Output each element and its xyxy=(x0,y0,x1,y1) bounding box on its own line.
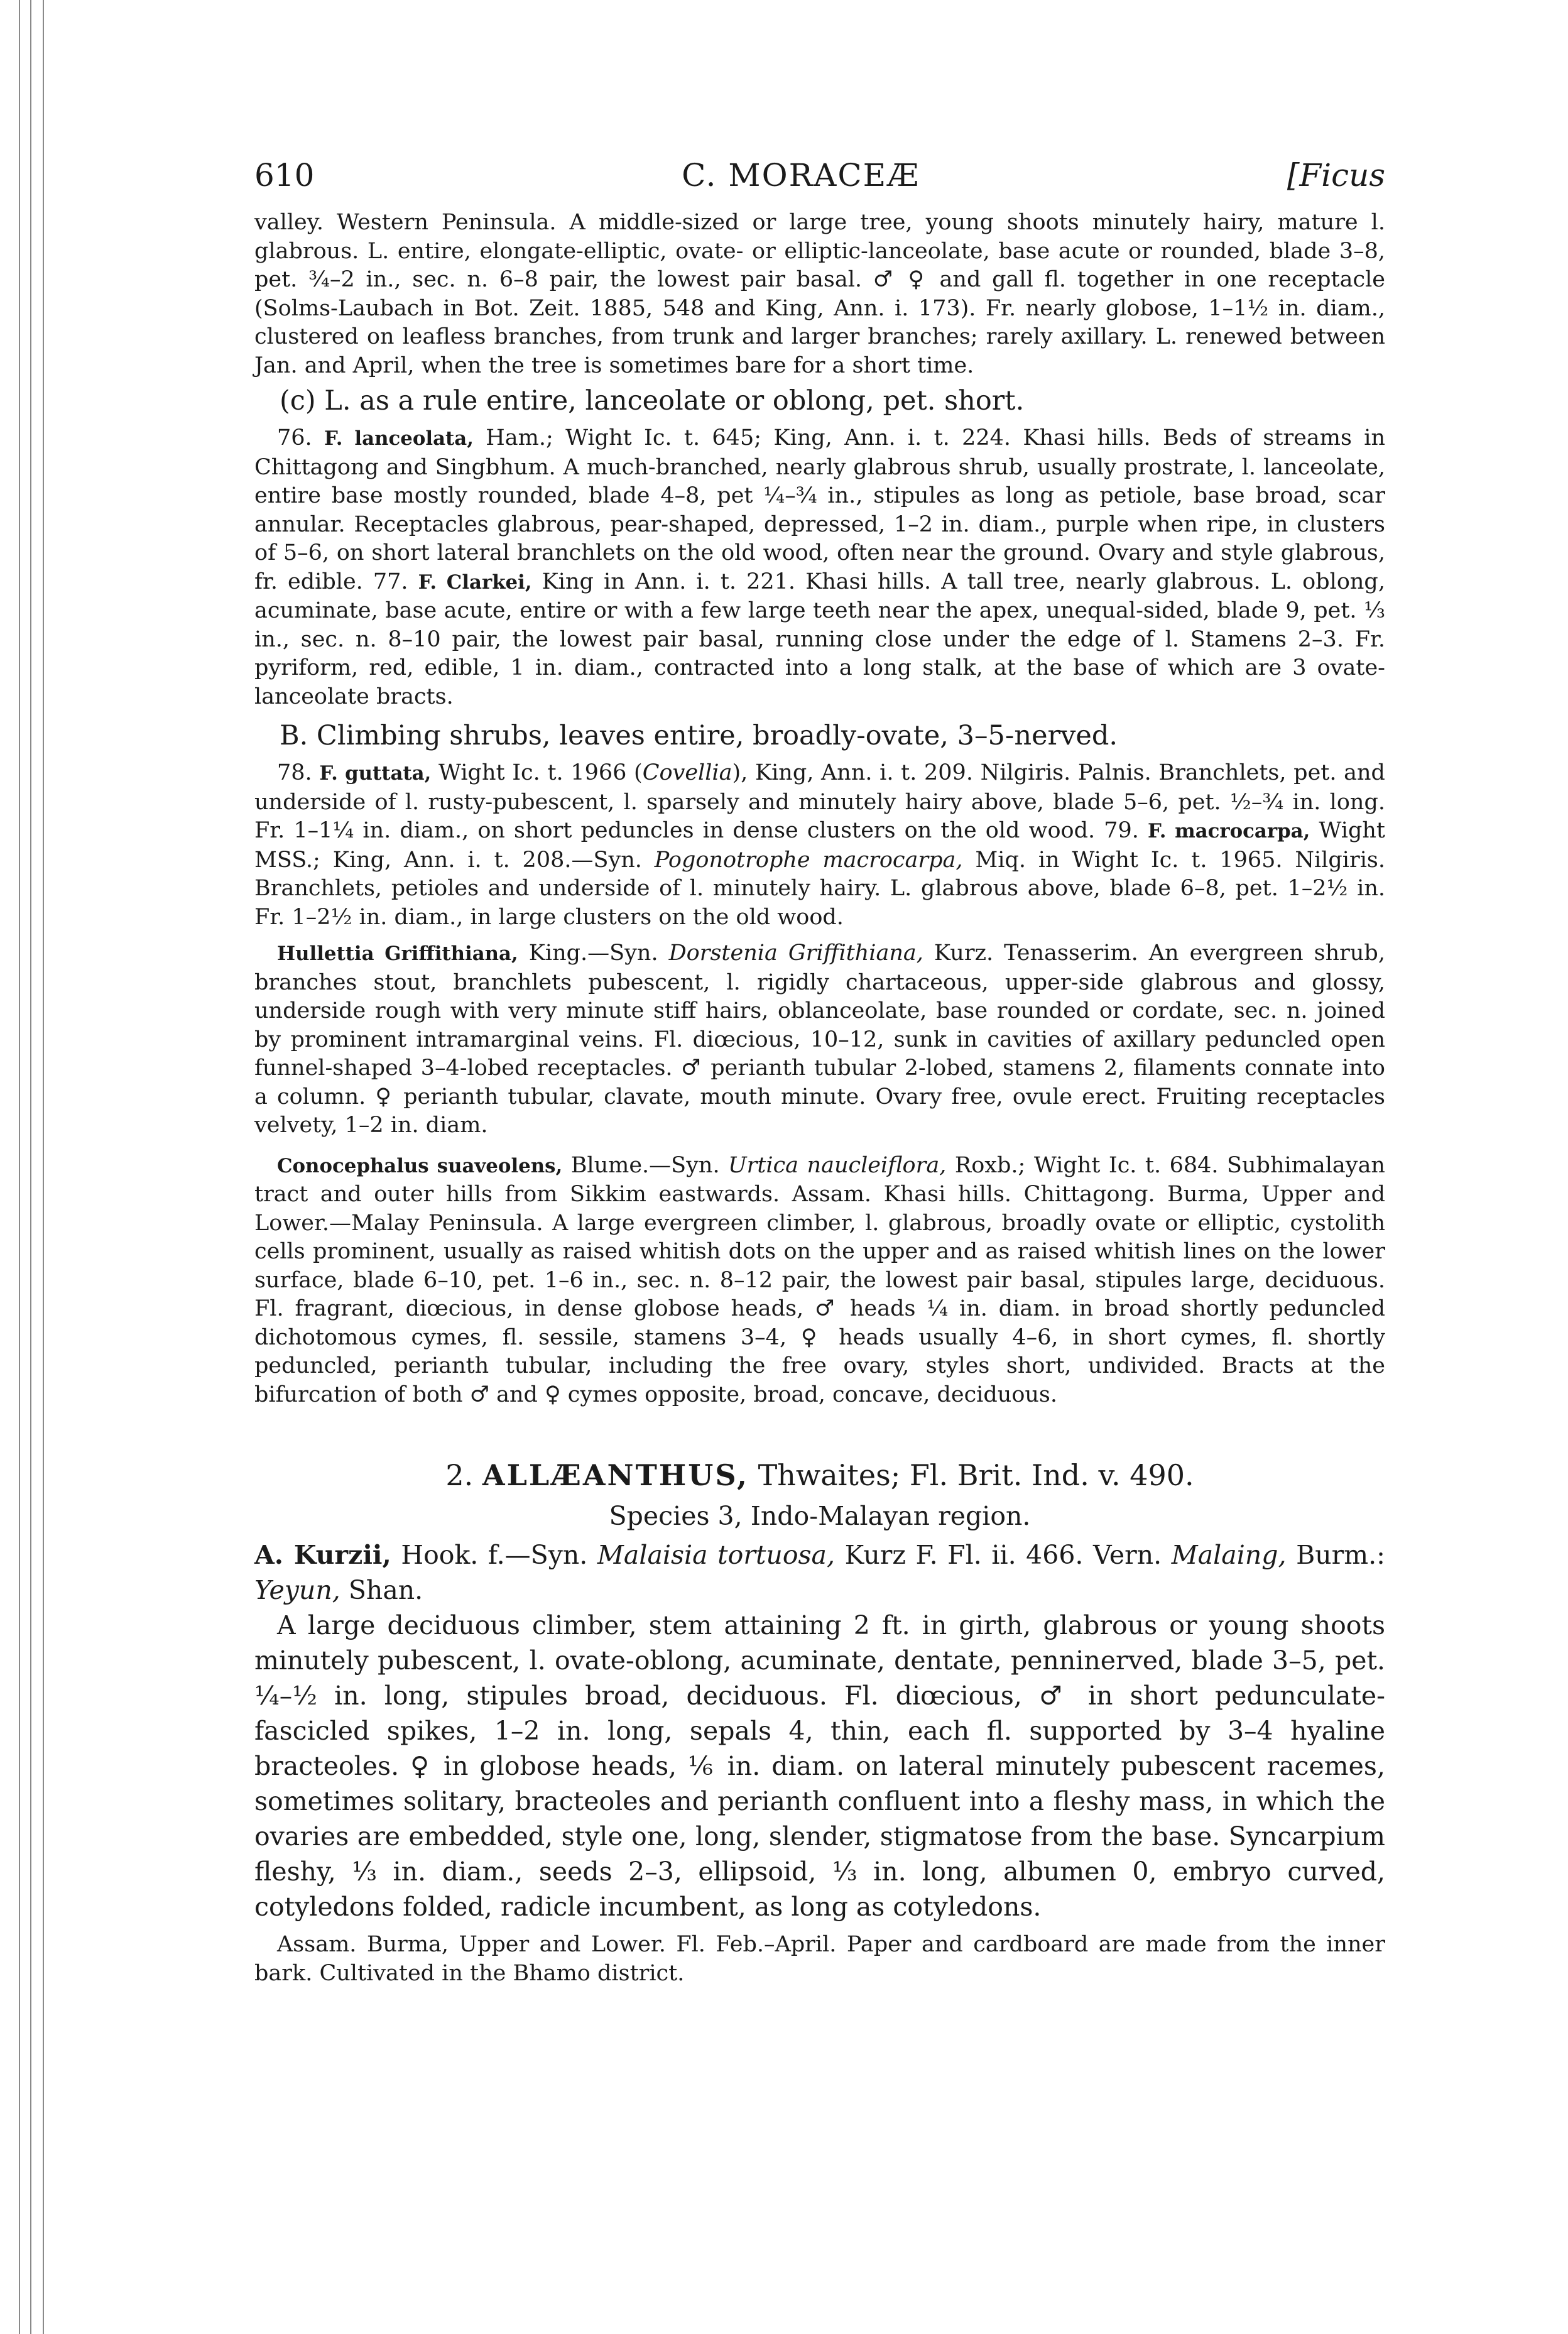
binding-line xyxy=(19,0,20,2334)
species-entry-78-79 xyxy=(254,759,1385,932)
running-header xyxy=(254,157,1385,194)
synonym: Dorstenia Griffithiana, xyxy=(668,941,923,966)
page-number: 610 xyxy=(254,157,315,194)
entry-text: Kurz. Tenasserim. An evergreen shrub, branches stout, branchlets pubescent, l. rigidly chartaceous, upper-side glabrous and glossy, underside rough with very minute stiff hairs, oblanceolate, base rounded or cordate, sec. n. joined by prominent intramarginal veins. Fl. diœcious, 10–12, sunk in cavities of axillary peduncled open funnel-shaped 3–4-lobed receptacles. ♂ perianth tubular 2-lobed, stamens 2, filaments connate into a column. ♀ perianth tubular, clavate, mouth minute. Ovary free, ovule erect. Fruiting receptacles velvety, 1–2 in. diam. xyxy=(254,941,1385,1138)
entry-text: King in Ann. i. t. 221. Khasi hills. A tall tree, nearly glabrous. L. oblong, acuminate, base acute, entire or with a few large teeth near the apex, unequal-sided, blade 9, pet. ⅓ in., sec. n. 8–10 pair, the lowest pair basal, running close under the edge of l. Stamens 2–3. Fr. pyriform, red, edible, 1 in. diam., contracted into a long stalk, at the base of which are 3 ovate-lanceolate bracts. xyxy=(254,569,1385,709)
synonym: Malaisia tortuosa, xyxy=(597,1540,836,1570)
entry-number: 76. xyxy=(277,425,312,450)
synonym: Urtica naucleiflora, xyxy=(728,1152,947,1178)
species-entry-76-77 xyxy=(254,424,1385,711)
section-heading-c: (c) L. as a rule entire, lanceolate or oblong, pet. short. xyxy=(280,385,1025,417)
entry-text: Ham.; Wight Ic. t. 645; King, Ann. i. t. 224. Khasi hills. Beds of streams in Chittagong and Singbhum. A much-branched, nearly glabrous shrub, usually prostrate, l. lanceolate, entire base mostly rounded, blade 4–8, pet ¼–¾ in., stipules as long as petiole, base broad, scar annular. Receptacles glabrous, pear-shaped, depressed, 1–2 in. diam., purple when ripe, in clusters of 5–6, on short lateral branchlets on the old wood, often near the ground. Ovary and style glabrous, fr. edible. 77. xyxy=(254,425,1385,594)
binding-line xyxy=(30,0,31,2334)
species-name: Conocephalus suaveolens, xyxy=(277,1154,563,1177)
vernacular-name: Malaing, xyxy=(1171,1540,1287,1570)
entry-text: Wight MSS.; King, Ann. i. t. 208.—Syn. xyxy=(254,818,1385,873)
species-name: A. Kurzii, xyxy=(254,1540,391,1570)
section-heading-b: B. Climbing shrubs, leaves entire, broadly-ovate, 3–5-nerved. xyxy=(280,720,1118,751)
species-name: F. guttata, xyxy=(319,762,432,785)
synonym: Covellia xyxy=(642,760,732,785)
genus-number: 2. xyxy=(445,1458,474,1492)
entry-text: King.—Syn. xyxy=(528,941,658,966)
entry-text: Miq. in Wight Ic. t. 1965. Nilgiris. Branchlets, petioles and underside of l. minutely hairy. L. glabrous above, blade 6–8, pet. 1–2½ in. Fr. 1–2½ in. diam., in large clusters on the old wood. xyxy=(254,847,1385,930)
species-name: F. macrocarpa, xyxy=(1147,820,1310,843)
species-name: F. lanceolata, xyxy=(324,427,474,450)
entry-number: 78. xyxy=(277,760,312,785)
species-name: F. Clarkei, xyxy=(418,570,532,594)
entry-text: ), King, Ann. i. t. 209. Nilgiris. Palnis. Branchlets, pet. and underside of l. rusty-pubescent, l. sparsely and minutely hairy above, blade 5–6, pet. ½–¾ in. long. Fr. 1–1¼ in. diam., on short peduncles in dense clusters on the old wood. 79. xyxy=(254,760,1385,843)
header-genus: [Ficus xyxy=(1287,157,1385,194)
running-title: C. MORACEÆ xyxy=(682,157,920,194)
entry-text: Wight Ic. t. 1966 ( xyxy=(438,760,643,785)
entry-text: Burm.: xyxy=(1296,1540,1385,1570)
genus-name: ALLÆANTHUS, xyxy=(482,1458,749,1492)
synonym: Pogonotrophe macrocarpa, xyxy=(654,847,963,873)
genus-authority: Thwaites; Fl. Brit. Ind. v. 490. xyxy=(758,1458,1194,1492)
species-description: A large deciduous climber, stem attaining 2 ft. in girth, glabrous or young shoots minutely pubescent, l. ovate-oblong, acuminate, dentate, penninerved, blade 3–5, pet. ¼–½ in. long, stipules broad, deciduous. Fl. diœcious, ♂ in short pedunculate-fascicled spikes, 1–2 in. long, sepals 4, thin, each fl. supported by 3–4 hyaline bracteoles. ♀ in globose heads, ⅙ in. diam. on lateral minutely pubescent racemes, sometimes solitary, bracteoles and perianth confluent into a fleshy mass, in which the ovaries are embedded, style one, long, slender, stigmatose from the base. Syncarpium fleshy, ⅓ in. diam., seeds 2–3, ellipsoid, ⅓ in. long, albumen 0, embryo curved, cotyledons folded, radicle incumbent, as long as cotyledons. xyxy=(254,1610,1385,1922)
continued-paragraph: valley. Western Peninsula. A middle-sized or large tree, young shoots minutely hairy, mature l. glabrous. L. entire, elongate-elliptic, ovate- or elliptic-lanceolate, base acute or rounded, blade 3–8, pet. ¾–2 in., sec. n. 6–8 pair, the lowest pair basal. ♂ ♀ and gall fl. together in one receptacle (Solms-Laubach in Bot. Zeit. 1885, 548 and King, Ann. i. 173). Fr. nearly globose, 1–1½ in. diam., clustered on leafless branches, from trunk and larger branches; rarely axillary. L. renewed between Jan. and April, when the tree is sometimes bare for a short time. xyxy=(254,210,1385,378)
hullettia-entry xyxy=(254,939,1385,1140)
entry-text: Blume.—Syn. xyxy=(570,1152,720,1178)
binding-line xyxy=(43,0,44,2334)
species-distribution: Assam. Burma, Upper and Lower. Fl. Feb.–April. Paper and cardboard are made from the inner bark. Cultivated in the Bhamo district. xyxy=(254,1932,1385,1986)
conocephalus-entry xyxy=(254,1152,1385,1410)
species-count: Species 3, Indo-Malayan region. xyxy=(609,1501,1031,1531)
entry-text: Shan. xyxy=(348,1575,423,1605)
genus-heading xyxy=(254,1458,1385,1492)
vernacular-name: Yeyun, xyxy=(254,1575,340,1605)
species-name: Hullettia Griffithiana, xyxy=(277,942,518,965)
species-heading xyxy=(254,1537,1385,1608)
page xyxy=(254,157,1385,1988)
entry-text: Kurz F. Fl. ii. 466. Vern. xyxy=(844,1540,1162,1570)
entry-text: Roxb.; Wight Ic. t. 684. Subhimalayan tract and outer hills from Sikkim eastwards. Assam. Khasi hills. Chittagong. Burma, Upper and Lower.—Malay Peninsula. A large evergreen climber, l. glabrous, broadly ovate or elliptic, cystolith cells prominent, usually as raised whitish dots on the upper and as raised whitish lines on the lower surface, blade 6–10, pet. 1–6 in., sec. n. 8–12 pair, the lowest pair basal, stipules large, deciduous. Fl. fragrant, diœcious, in dense globose heads, ♂ heads ¼ in. diam. in broad shortly peduncled dichotomous cymes, fl. sessile, stamens 3–4, ♀ heads usually 4–6, in short cymes, fl. shortly peduncled, perianth tubular, including the free ovary, styles short, undivided. Bracts at the bifurcation of both ♂ and ♀ cymes opposite, broad, concave, deciduous. xyxy=(254,1152,1385,1407)
entry-text: Hook. f.—Syn. xyxy=(401,1540,588,1570)
